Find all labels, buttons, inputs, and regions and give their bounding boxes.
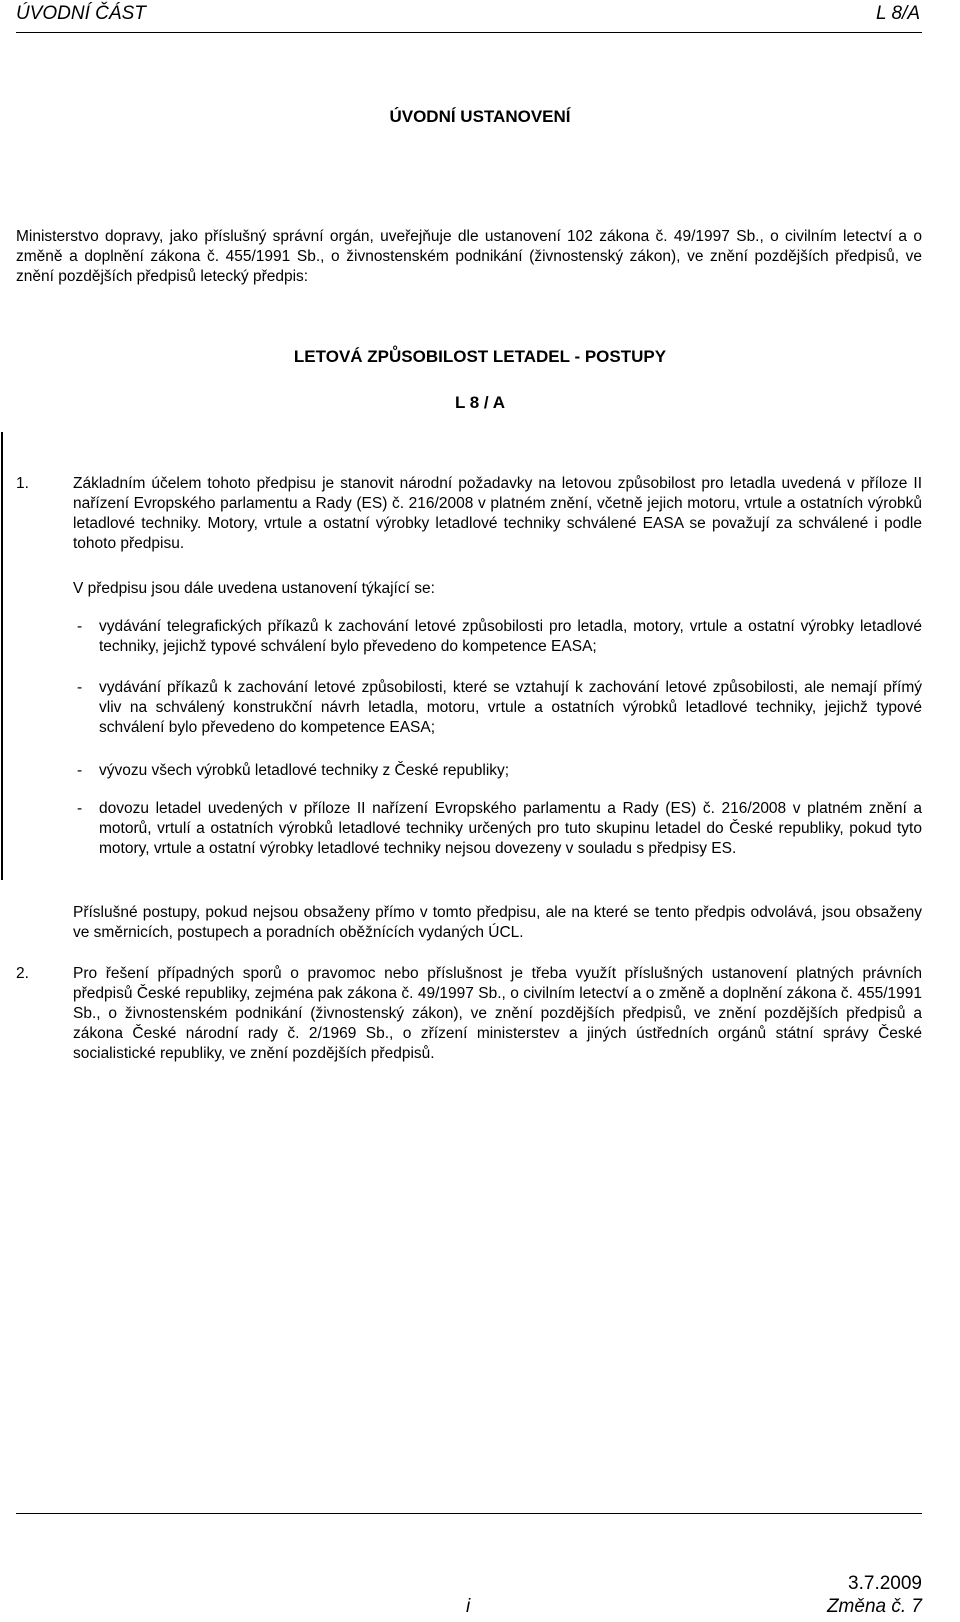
header-divider — [16, 32, 922, 33]
list-item-dash: - — [77, 800, 83, 817]
regulation-code: L 8 / A — [454, 393, 506, 412]
intro-paragraph: Ministerstvo dopravy, jako příslušný správní orgán, uveřejňuje dle ustanovení 102 zákona č. 49/1997 Sb., o civilním letectví a o změně a doplnění zákona č. 455/1991 Sb., o živnostenském podnikání (živnostenský zákon), ve znění pozdějších předpisů, ve znění pozdějších předpisů letecký předpis: — [16, 228, 922, 285]
header-section-title: ÚVODNÍ ČÁST — [16, 3, 146, 24]
section-2-text: Pro řešení případných sporů o pravomoc nebo příslušnost je třeba využít příslušných ustanovení platných právních předpisů České republiky, zejména pak zákona č. 49/1997 Sb., o civilním letectví a o změně a doplnění zákona č. 455/1991 Sb., o živnostenském podnikání (živnostenský zákon), ve znění pozdějších předpisů, ve znění pozdějších předpisů a zákona České národní rady č. 2/1969 Sb., o zřízení ministerstev a jiných ústředních orgánů státní správy České socialistické republiky, ve znění pozdějších předpisů. — [73, 965, 922, 1062]
section-1-list-intro: V předpisu jsou dále uvedena ustanovení týkající se: — [73, 580, 435, 597]
list-item-dash: - — [77, 618, 83, 635]
footer-change-number: Změna č. 7 — [826, 1596, 922, 1617]
section-1-text: Základním účelem tohoto předpisu je stanovit národní požadavky na letovou způsobilost pro letadla uvedená v příloze II nařízení Evropského parlamentu a Rady (ES) č. 216/2008 v platném znění, včetně jejich motoru, vrtule a ostatních výrobků letadlové techniky. Motory, vrtule a ostatní výrobky letadlové techniky schválené EASA se považují za schválené i podle tohoto předpisu. — [73, 475, 922, 552]
list-item-text: vydávání telegrafických příkazů k zachování letové způsobilosti pro letadla, motory, vrtule a ostatní výrobky letadlové techniky, jejichž typové schválení bylo převedeno do kompetence EASA; — [99, 618, 922, 655]
section-1-number: 1. — [16, 475, 29, 492]
change-bar — [1, 432, 3, 880]
footer-divider — [16, 1513, 922, 1514]
footer-page-number: i — [466, 1596, 471, 1617]
regulation-title: LETOVÁ ZPŮSOBILOST LETADEL - POSTUPY — [293, 347, 667, 366]
header-document-code: L 8/A — [875, 3, 920, 24]
list-item-text: vydávání příkazů k zachování letové způsobilosti, které se vztahují k zachování letové způsobilosti, ale nemají přímý vliv na schválený konstrukční návrh letadla, motoru, vrtule a ostatních výrobků letadlové techniky, jejichž typové schválení bylo převedeno do kompetence EASA; — [99, 679, 922, 736]
list-item-text: vývozu všech výrobků letadlové techniky z České republiky; — [99, 762, 510, 779]
page-header — [16, 3, 920, 29]
section-2-number: 2. — [16, 965, 29, 982]
list-item-dash: - — [77, 679, 83, 696]
section-1-closing: Příslušné postupy, pokud nejsou obsaženy přímo v tomto předpisu, ale na které se tento předpis odvolává, jsou obsaženy ve směrnicích, postupech a poradních oběžnících vydaných ÚCL. — [73, 904, 922, 941]
list-item-text: dovozu letadel uvedených v příloze II nařízení Evropského parlamentu a Rady (ES) č. 216/2008 v platném znění a motorů, vrtulí a ostatních výrobků letadlové techniky určených pro tuto skupinu letadel do České republiky, pokud tyto motory, vrtule a ostatní výrobky letadlové techniky nejsou dovezeny v souladu s předpisy ES. — [99, 800, 922, 857]
main-title: ÚVODNÍ USTANOVENÍ — [389, 107, 571, 126]
footer-date: 3.7.2009 — [848, 1573, 922, 1594]
list-item-dash: - — [77, 762, 83, 779]
